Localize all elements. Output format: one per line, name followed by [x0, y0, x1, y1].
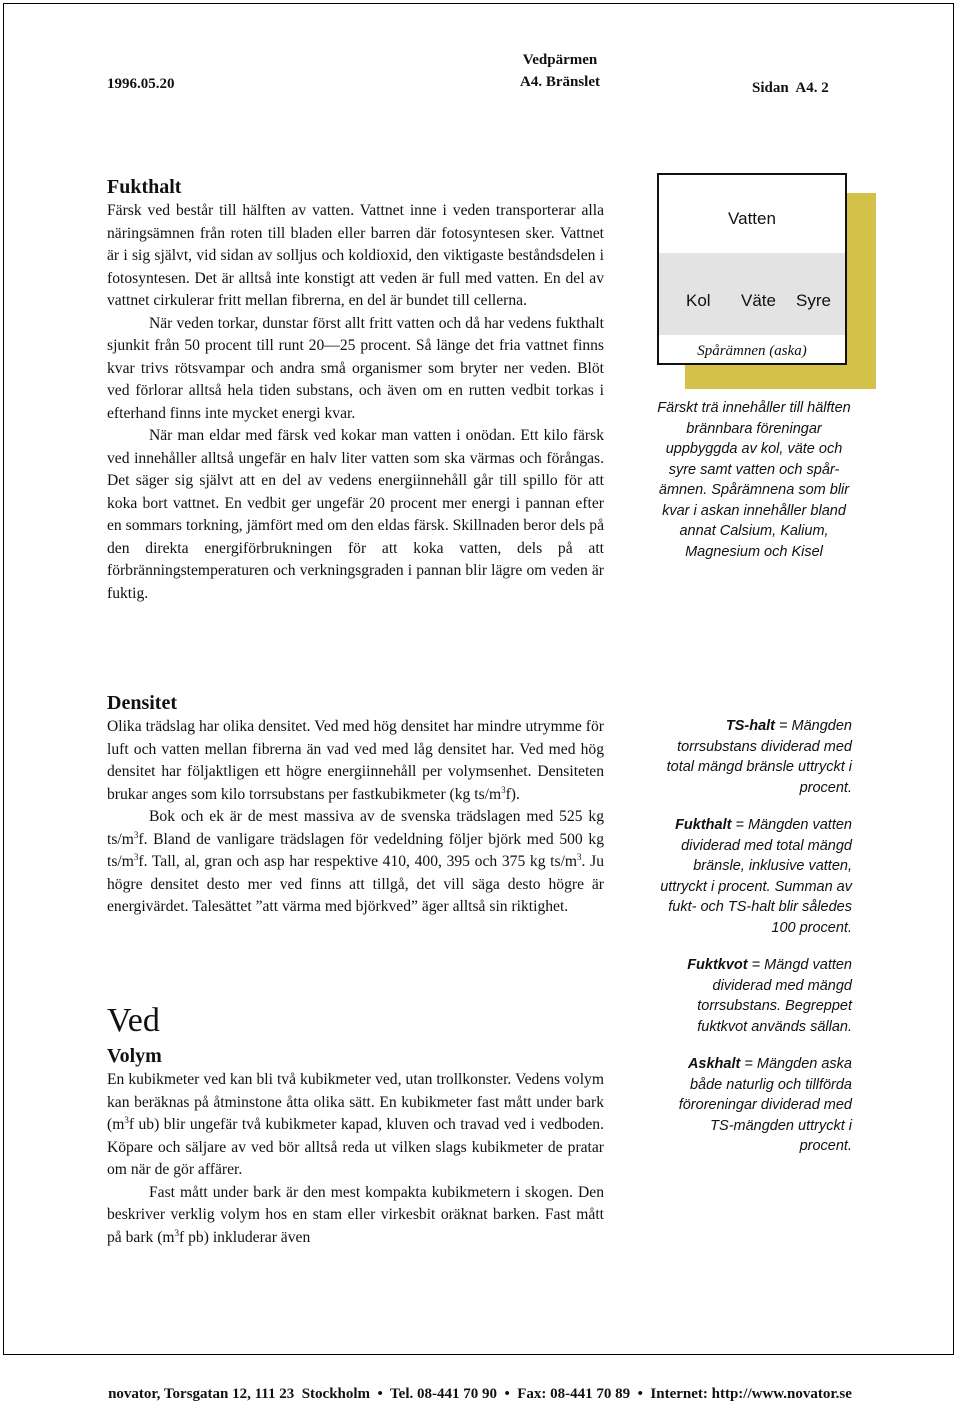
fukthalt-paragraph-2: När veden torkar, dunstar först allt fritt vatten och då har vedens fukthalt sjunkit från 50 procent till runt 20—25 procent. Så länge det fria vattnet finns kvar trivs rötsvampar och andra små organismer som bryter ner veden. Blöt ved förlorar alltså hela tiden substans, och även om en rutten vedbit torkas i efterhand finns inte mycket energi kvar.	[107, 314, 604, 422]
definition-item: Askhalt = Mängden aska både naturlig och tillförda föroreningar dividerad med TS-mängden uttryckt i procent.	[678, 1056, 852, 1154]
definition-item: TS-halt = Mängden torrsubstans dividerad med total mängd bränsle uttryckt i procent.	[666, 718, 852, 796]
fukthalt-paragraph-1: Färsk ved består till hälften av vatten. Vattnet inne i veden transporterar alla näringsämnen från roten till bladen eller barren där fotosyntesen sker. Vattnet är i sig självt, vid sidan av solljus och koldioxid, den viktigaste beståndsdelen i fotosyntesen. Det är alltså inte konstigt att veden är full med vatten. En del av vattnet cirkulerar fritt mellan fibrerna, en del är bundet till cellerna.	[107, 202, 604, 309]
header-page-number: Sidan A4. 2	[752, 80, 829, 96]
header-title-line2: A4. Bränslet	[520, 74, 600, 90]
densitet-paragraph-2: Bok och ek är de mest massiva av de svenska trädslagen med 525 kg $ts/m^3f$. Bland de vanligare trädslagen för vedeldning följer björk med 500 kg $ts/m^3f$. Tall, al, gran och asp har respektive 410, 400, 395 och 375 kg $ts/m^3$. Ju högre densitet desto mer ved finns att tillgå, det vill säga desto högre är energivärdet. Talesättet ”att värma med björkved” äger alltså sin riktighet.	[107, 808, 604, 915]
diagram-syre: Syre	[796, 291, 831, 310]
ved-paragraph-1: En kubikmeter ved kan bli två kubikmeter ved, utan trollkonster. Vedens volym kan beräknas på åtminstone åtta olika sätt. En kubikmeter fast mått under bark ($m^3f$ ub) blir ungefär två kubikmeter kapad, kluven och travad ved i vedboden. Köpare och säljare av ved bör alltså reda ut vilken slags kubikmeter de pratar om när de gör affärer.	[107, 1071, 604, 1178]
fukthalt-heading: Fukthalt	[107, 176, 182, 198]
diagram-caption: Färskt trä innehåller till hälften brännbara föreningar uppbyggda av kol, väte och syre samt vatten och spår-ämnen. Spårämnena som blir kvar i askan innehåller bland annat Calsium, Kalium, Magnesium och Kisel	[657, 400, 851, 560]
densitet-heading: Densitet	[107, 692, 177, 714]
footer-contact: novator, Torsgatan 12, 111 23 Stockholm • Tel. 08-441 70 90 • Fax: 08-441 70 89 • Internet: http://www.novator.se	[108, 1386, 852, 1402]
ved-section	[107, 1001, 604, 1249]
diagram-vate: Väte	[741, 291, 776, 310]
header-title	[480, 49, 640, 93]
diagram-vatten: Vatten	[728, 209, 776, 228]
header-date: 1996.05.20	[107, 76, 175, 92]
diagram-spar: Spårämnen (aska)	[697, 343, 807, 359]
definition-item: Fukthalt = Mängden vatten dividerad med total mängd bränsle, inklusive vatten, uttryckt i procent. Summan av fukt- och TS-halt blir således 100 procent.	[660, 817, 852, 936]
ved-heading: Ved	[107, 1002, 160, 1039]
ved-paragraph-2: Fast mått under bark är den mest kompakta kubikmetern i skogen. Den beskriver verklig volym hos en stam eller virkesbit oräknat barken. Fast mått på bark ($m^3f$ pb) inkluderar även	[107, 1183, 604, 1246]
definition-item: Fuktkvot = Mängd vatten dividerad med mängd torrsubstans. Begreppet fuktkvot används sällan.	[687, 957, 852, 1035]
diagram-kol: Kol	[686, 291, 711, 310]
definitions-list	[656, 716, 852, 1174]
header-title-line1: Vedpärmen	[522, 52, 598, 68]
volym-heading: Volym	[107, 1045, 162, 1067]
densitet-paragraph-1: Olika trädslag har olika densitet. Ved med hög densitet har mindre utrymme för luft och vatten mellan fibrerna än vad ved med låg densitet har. Ved med hög densitet har följaktligen ett högre energiinnehåll per volymsenhet. Densiteten brukar anges som kilo torrsubstans per fastkubikmeter (kg $ts/m^3f$).	[107, 718, 604, 803]
fukthalt-paragraph-3: När man eldar med färsk ved kokar man vatten i onödan. Ett kilo färsk ved innehåller alltså ungefär en halv liter vatten som ska värmas och förångas. Det säger sig självt att en del av vedens energiinnehåll går till spillo för att koka bort vattnet. En vedbit ger ungefär 20 procent mer energi i pannan efter en sommars torkning, jämfört med om den eldas färsk. Skillnaden beror dels på den direkta energiförbrukningen för att koka vatten, dels på att förbränningstemperaturen och verkningsgraden i pannan blir lägre om veden är fuktig.	[107, 427, 604, 602]
fukthalt-section	[107, 174, 604, 605]
densitet-section	[107, 690, 604, 919]
